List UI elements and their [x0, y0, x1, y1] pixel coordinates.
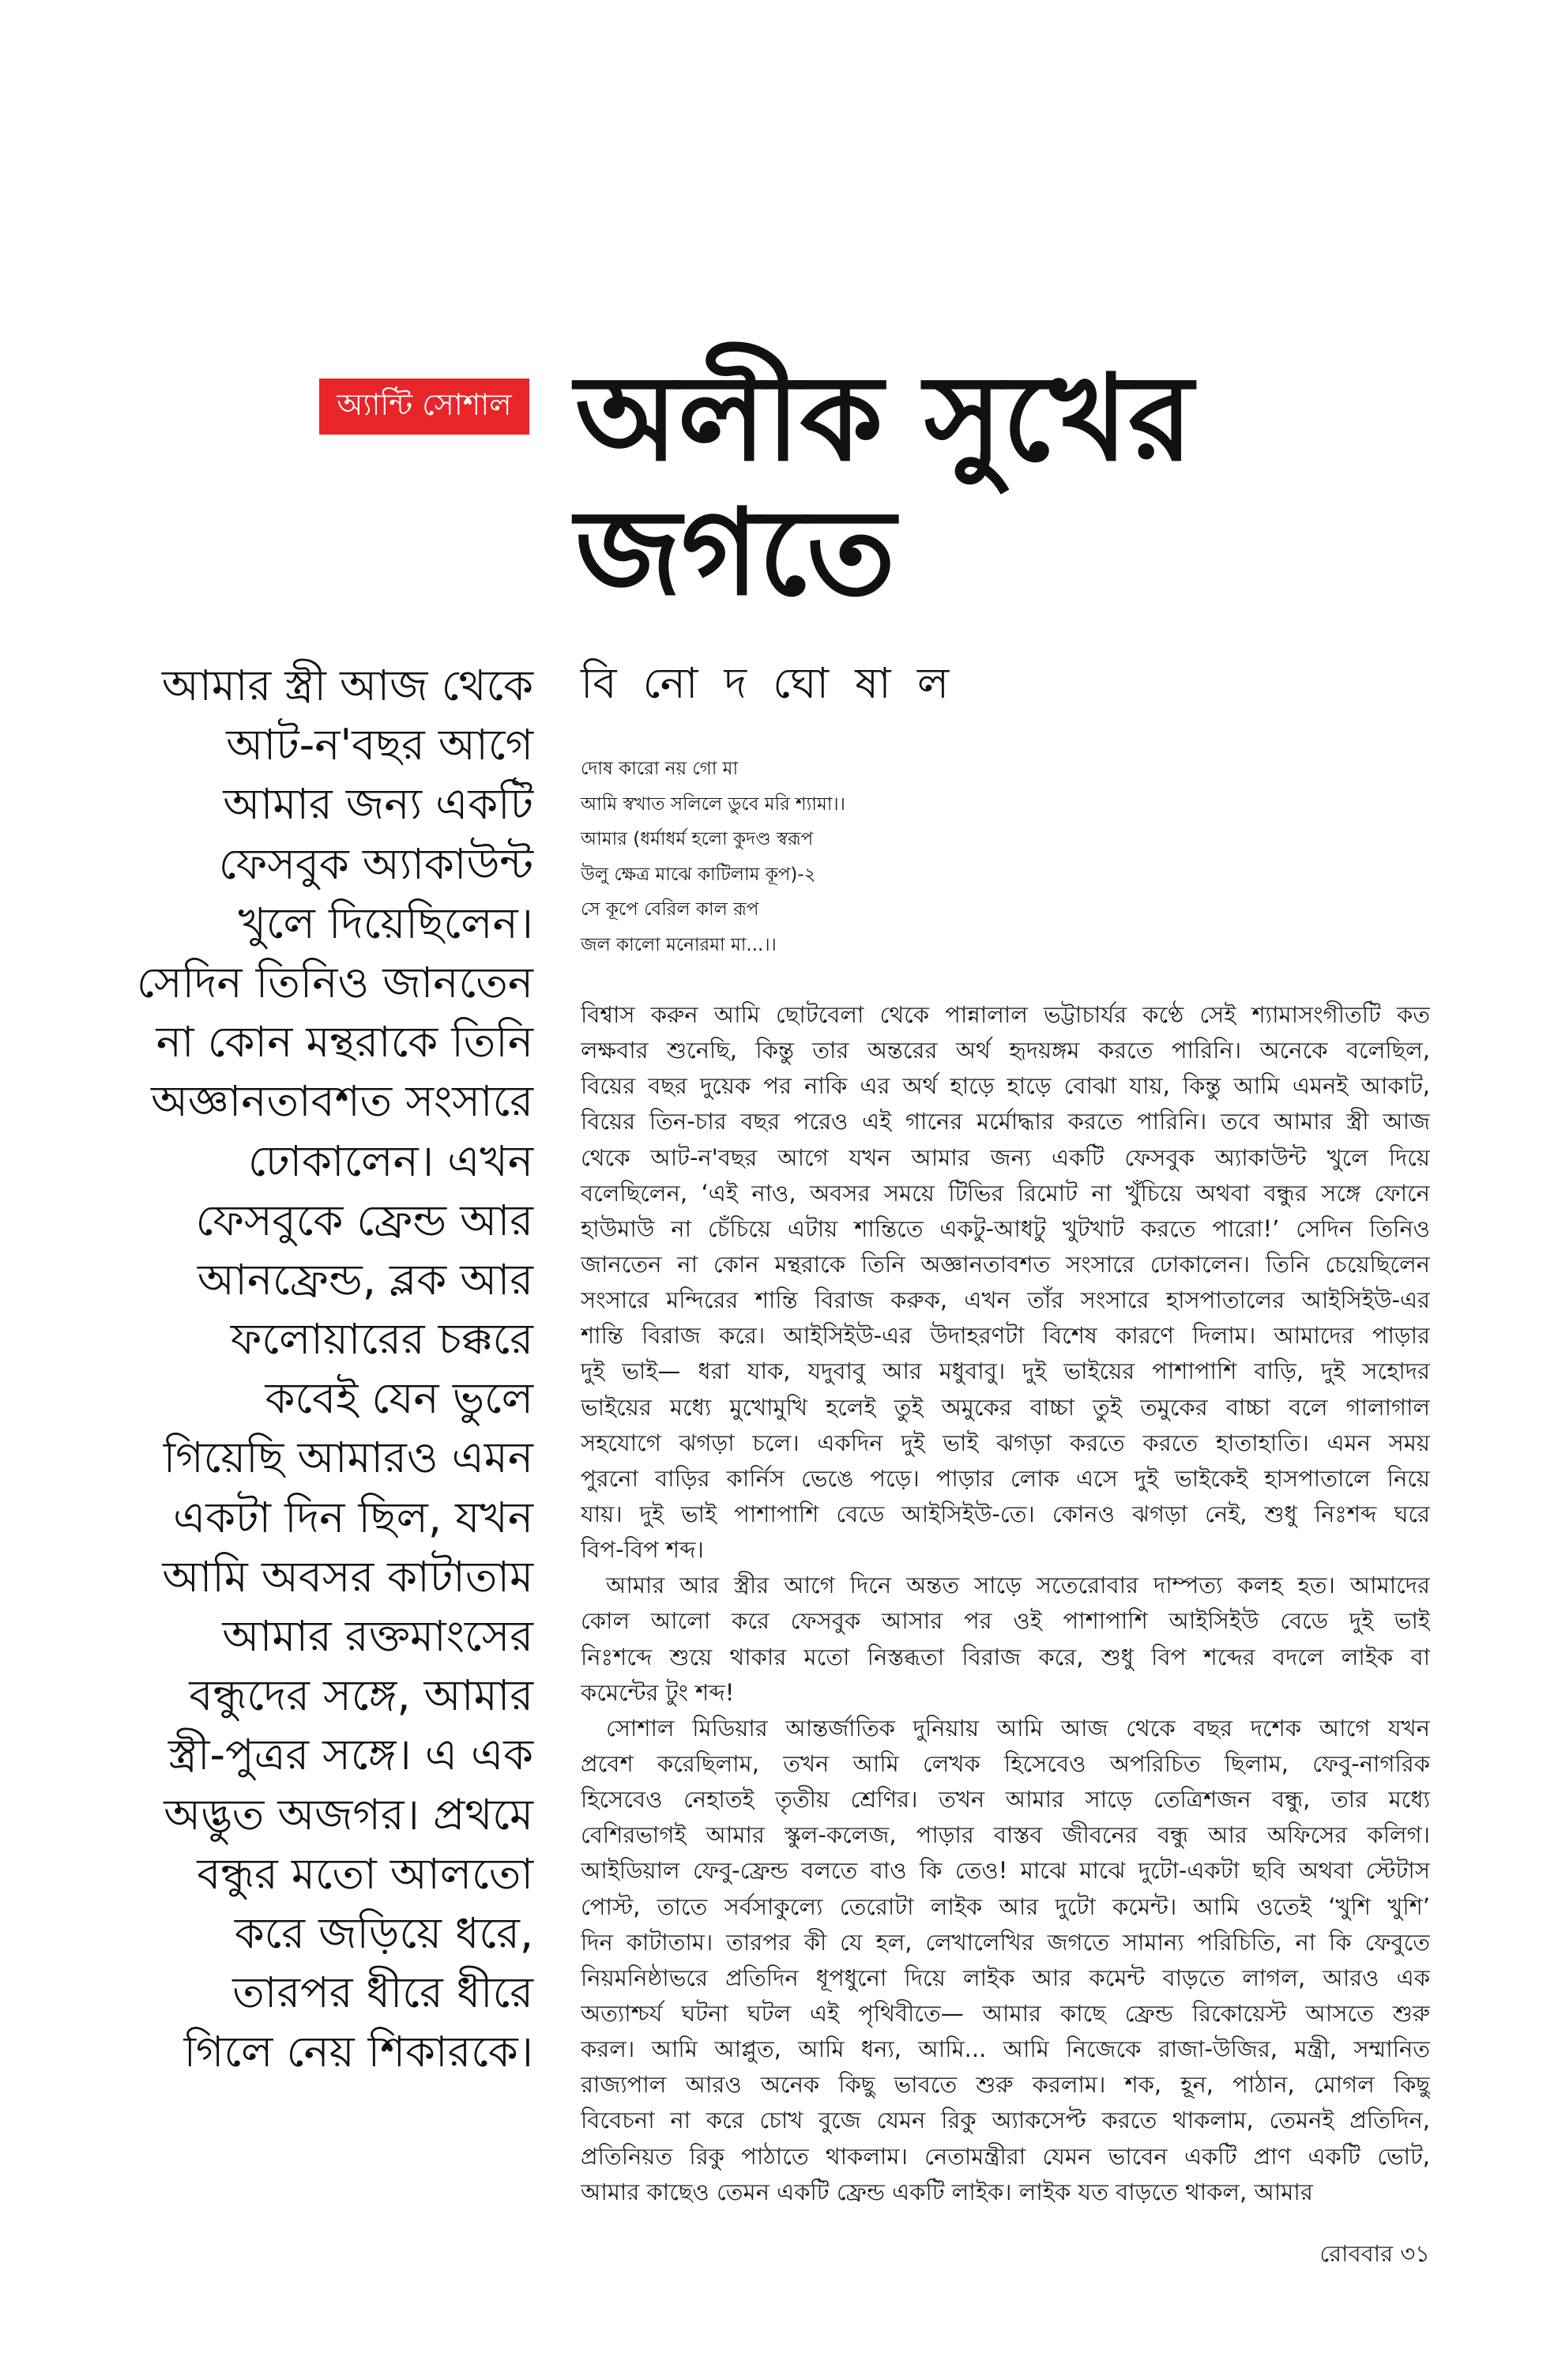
body-text-line: শান্তি বিরাজ করে। আইসিইউ-এর উদাহরণটা বিশেষ কারণে দিলাম। আমাদের পাড়ার [581, 1322, 1430, 1350]
body-text-line: দুই ভাই— ধরা যাক, যদুবাবু আর মধুবাবু। দুই ভাইয়ের পাশাপাশি বাড়ি, দুই সহোদর [581, 1358, 1430, 1385]
pull-quote-line: স্ত্রী-পুত্রর সঙ্গে। এ এক [167, 1730, 533, 1780]
pull-quote-line: ফলোয়ারের চক্করে [230, 1314, 533, 1365]
pull-quote-line: আট-ন'বছর আগে [226, 720, 533, 770]
lyric-line: জল কালো মনোরমা মা...।। [581, 934, 777, 955]
lyric-line: উলু ক্ষেত্র মাঝে কাটিলাম কূপ)-২ [581, 864, 816, 885]
body-text-line: নিয়মনিষ্ঠাভরে প্রতিদিন ধূপধুনো দিয়ে লাইক আর কমেন্ট বাড়তে লাগল, আরও এক [581, 1964, 1430, 1991]
body-text-line: সহযোগে ঝগড়া চলে। একদিন দুই ভাই ঝগড়া করতে করতে হাতাহাতি। এমন সময় [581, 1429, 1430, 1456]
body-text-line: আমার আর স্ত্রীর আগে দিনে অন্তত সাড়ে সতেরোবার দাম্পত্য কলহ হত। আমাদের [606, 1572, 1430, 1599]
body-text-line: হিসেবেও নেহাতই তৃতীয় শ্রেণির। তখন আমার সাড়ে তেত্রিশজন বন্ধু, তার মধ্যে [581, 1786, 1430, 1813]
pull-quote-line: ঢোকালেন। এখন [248, 1135, 533, 1186]
section-label [319, 378, 529, 435]
pull-quote-line: গিয়েছি আমারও এমন [163, 1433, 533, 1483]
pull-quote-line: আনফ্রেন্ড, ব্লক আর [197, 1254, 533, 1305]
pull-quote-line: বন্ধুর মতো আলতো [197, 1848, 533, 1899]
body-text-line: ভাইয়ের মধ্যে মুখোমুখি হলেই তুই অমুকের বাচ্চা তুই তমুকের বাচ্চা বলে গালাগাল [581, 1393, 1430, 1421]
body-text-line: আইডিয়াল ফেবু-ফ্রেন্ড বলতে বাও কি তেও! মাঝে মাঝে দুটো-একটা ছবি অথবা স্টেটাস [581, 1857, 1430, 1885]
section-label-text: অ্যান্টি সোশাল [337, 386, 512, 422]
pull-quote-line: করে জড়িয়ে ধরে, [234, 1907, 533, 1958]
pull-quote-line: আমার রক্তমাংসের [222, 1611, 533, 1661]
pull-quote-line: খুলে দিয়েছিলেন। [238, 898, 533, 948]
body-text-line: নিঃশব্দে শুয়ে থাকার মতো নিস্তব্ধতা বিরাজ করে, শুধু বিপ শব্দের বদলে লাইক বা [581, 1643, 1430, 1670]
body-text-line: সংসারে মন্দিরের শান্তি বিরাজ করুক, এখন তাঁর সংসারে হাসপাতালের আইসিইউ-এর [581, 1286, 1430, 1314]
body-text-line: কোল আলো করে ফেসবুক আসার পর ওই পাশাপাশি আইসিইউ বেডে দুই ভাই [581, 1607, 1430, 1635]
title-line-1: অলীক সুখের [575, 350, 1194, 488]
pull-quote-line: অজ্ঞানতাবশত সংসারে [151, 1076, 533, 1127]
body-text-line: পুরনো বাড়ির কার্নিস ভেঙে পড়ে। পাড়ার লোক এসে দুই ভাইকেই হাসপাতালে নিয়ে [581, 1464, 1430, 1492]
body-text-line: সোশাল মিডিয়ার আন্তর্জাতিক দুনিয়ায় আমি আজ থেকে বছর দশেক আগে যখন [606, 1714, 1430, 1742]
body-text-line: প্রতিনিয়ত রিকু পাঠাতে থাকলাম। নেতামন্ত্রীরা যেমন ভাবেন একটি প্রাণ একটি ভোট, [581, 2142, 1430, 2170]
body-text-line: রাজ্যপাল আরও অনেক কিছু ভাবতে শুরু করলাম। শক, হূন, পাঠান, মোগল কিছু [581, 2071, 1430, 2099]
body-text-line: বিপ-বিপ শব্দ। [581, 1536, 704, 1564]
pull-quote-line: একটা দিন ছিল, যখন [173, 1492, 533, 1542]
lyric-line: আমার (ধর্মাধর্ম হলো কুদণ্ড স্বরূপ [581, 829, 814, 850]
body-text-line: আমার কাছেও তেমন একটি ফ্রেন্ড একটি লাইক। লাইক যত বাড়তে থাকল, আমার [581, 2178, 1313, 2205]
pull-quote-line: বন্ধুদের সঙ্গে, আমার [189, 1670, 533, 1721]
body-text-line: হাউমাউ না চেঁচিয়ে এটায় শান্তিতে একটু-আধটু খুটখাট করতে পারো!’ সেদিন তিনিও [581, 1214, 1430, 1242]
pull-quote-line: আমি অবসর কাটাতাম [162, 1551, 533, 1602]
body-text-line: থেকে আট-ন'বছর আগে যখন আমার জন্য একটি ফেসবুক অ্যাকাউন্ট খুলে দিয়ে [581, 1143, 1430, 1171]
body-text-line: কমেন্টের টুং শব্দ! [581, 1678, 735, 1706]
pull-quote [119, 656, 533, 2082]
pull-quote-line: না কোন মন্থরাকে তিনি [156, 1017, 533, 1068]
pull-quote-line: সেদিন তিনিও জানতেন [136, 957, 533, 1007]
pull-quote-line: তারপর ধীরে ধীরে [232, 1968, 533, 2018]
body-text-line: অত্যাশ্চর্য ঘটনা ঘটল এই পৃথিবীতে— আমার কাছে ফ্রেন্ড রিকোয়েস্ট আসতে শুরু [581, 1999, 1430, 2027]
pull-quote-line: আমার স্ত্রী আজ থেকে [161, 661, 533, 710]
lyric-line: দোষ কারো নয় গো মা [581, 759, 739, 779]
body-text-line: লক্ষবার শুনেছি, কিন্তু তার অন্তরের অর্থ হৃদয়ঙ্গম করতে পারিনি। অনেকে বলেছিল, [581, 1037, 1430, 1064]
body-text-line: করল। আমি আপ্লুত, আমি ধন্য, আমি... আমি নিজেকে রাজা-উজির, মন্ত্রী, সম্মানিত [581, 2035, 1430, 2063]
page-footer: রোববার ৩১ [1319, 2240, 1430, 2267]
song-lyrics-epigraph [581, 751, 845, 963]
body-text-line: জানতেন না কোন মন্থরাকে তিনি অজ্ঞানতাবশত সংসারে ঢোকালেন। তিনি চেয়েছিলেন [581, 1250, 1430, 1278]
lyric-line: আমি স্বখাত সলিলে ডুবে মরি শ্যামা।। [581, 793, 845, 815]
body-text-line: পোস্ট, তাতে সর্বসাকুল্যে তেরোটা লাইক আর দুটো কমেন্ট। আমি ওতেই ‘খুশি খুশি’ [581, 1892, 1430, 1920]
pull-quote-line: ফেসবুকে ফ্রেন্ড আর [195, 1195, 533, 1245]
article-title [575, 352, 1193, 620]
body-text-line: বিয়ের তিন-চার বছর পরেও এই গানের মর্মোদ্ধার করতে পারিনি। তবে আমার স্ত্রী আজ [581, 1108, 1430, 1135]
body-text-line: বিবেচনা না করে চোখ বুজে যেমন রিকু অ্যাকসেপ্ট করতে থাকলাম, তেমনই প্রতিদিন, [581, 2107, 1430, 2134]
author-byline: বি নো দ ঘো ষা ল [581, 658, 956, 708]
body-text-line: বেশিরভাগই আমার স্কুল-কলেজ, পাড়ার বাস্তব জীবনের বন্ধু আর অফিসের কলিগ। [581, 1821, 1430, 1849]
body-text-line: যায়। দুই ভাই পাশাপাশি বেডে আইসিইউ-তে। কোনও ঝগড়া নেই, শুধু নিঃশব্দ ঘরে [581, 1500, 1430, 1527]
pull-quote-line: ফেসবুক অ্যাকাউন্ট [218, 838, 533, 889]
body-text-line: দিন কাটাতাম। তারপর কী যে হল, লেখালেখির জগতে সামান্য পরিচিতি, না কি ফেবুতে [581, 1928, 1430, 1956]
title-line-2: জগতে [575, 484, 896, 622]
body-text-line: বিশ্বাস করুন আমি ছোটবেলা থেকে পান্নালাল ভট্টাচার্যর কণ্ঠে সেই শ্যামাসংগীতটি কত [581, 1001, 1430, 1028]
body-text-line: বিয়ের বছর দুয়েক পর নাকি এর অর্থ হাড়ে হাড়ে বোঝা যায়, কিন্তু আমি এমনই আকাট, [581, 1072, 1430, 1100]
lyric-line: সে কূপে বেরিল কাল রূপ [581, 899, 759, 921]
pull-quote-line: আমার জন্য একটি [223, 779, 533, 830]
pull-quote-line: কবেই যেন ভুলে [265, 1373, 533, 1424]
pull-quote-line: অদ্ভুত অজগর। প্রথমে [164, 1789, 533, 1840]
pull-quote-line: গিলে নেয় শিকারকে। [183, 2027, 533, 2077]
body-text-line: বলেছিলেন, ‘এই নাও, অবসর সময়ে টিভির রিমোট না খুঁচিয়ে অথবা বন্ধুর সঙ্গে ফোনে [581, 1179, 1430, 1207]
body-text-line: প্রবেশ করেছিলাম, তখন আমি লেখক হিসেবেও অপরিচিত ছিলাম, ফেবু-নাগরিক [581, 1749, 1430, 1777]
article-body [581, 997, 1430, 2210]
